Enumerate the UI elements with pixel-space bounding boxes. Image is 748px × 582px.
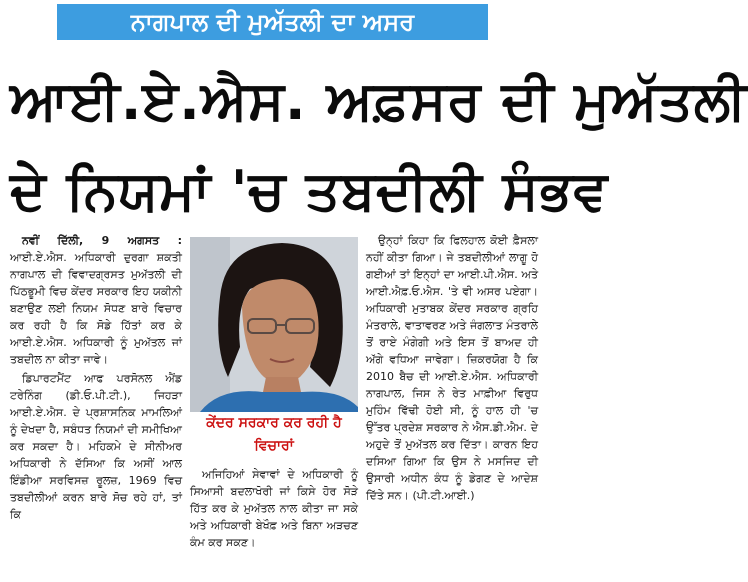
article-paragraph: ਆਈ.ਏ.ਐਸ. ਅਧਿਕਾਰੀ ਦੁਰਗਾ ਸ਼ਕਤੀ ਨਾਗਪਾਲ ਦੀ ਵਿਵਾਦਗ੍ਰਸਤ ਮੁਅੱਤਲੀ ਦੀ ਪਿੱਠਭੂਮੀ ਵਿਚ ਕੇਂਦਰ ਸਰਕਾਰ ਇਹ ਯਕੀਨੀ ਬਣਾਉਣ ਲਈ ਨਿਯਮ ਸੋਧਣ ਬਾਰੇ ਵਿਚਾਰ ਕਰ ਰਹੀ ਹੈ ਕਿ ਸੋਡੇ ਹਿੱਤਾਂ ਕਰ ਕੇ ਆਈ.ਏ.ਐਸ. ਅਧਿਕਾਰੀ ਨੂੰ ਮੁਅੱਤਲ ਜਾਂ ਤਬਦੀਲ ਨਾ ਕੀਤਾ ਜਾਵੇ। (10, 251, 182, 366)
article-paragraph: ਡਿਪਾਰਟਮੈਂਟ ਆਫ ਪਰਸੋਨਲ ਐਂਡ ਟਰੇਨਿੰਗ (ਡੀ.ਓ.ਪੀ.ਟੀ.), ਜਿਹੜਾ ਆਈ.ਏ.ਐਸ. ਦੇ ਪ੍ਰਸ਼ਾਸਨਿਕ ਮਾਮਲਿਆਂ ਨੂੰ ਦੇਖਦਾ ਹੈ, ਸਬੰਧਤ ਨਿਯਮਾਂ ਦੀ ਸਮੀਖਿਆ ਕਰ ਸਕਦਾ ਹੈ। ਮਹਿਕਮੇ ਦੇ ਸੀਨੀਅਰ ਅਧਿਕਾਰੀ ਨੇ ਦੱਸਿਆ ਕਿ ਅਸੀਂ ਆਲ ਇੰਡੀਆ ਸਰਵਿਸਜ਼ ਰੂਲਜ਼, 1969 ਵਿਚ ਤਬਦੀਲੀਆਂ ਕਰਨ ਬਾਰੇ ਸੋਚ ਰਹੇ ਹਾਂ, ਤਾਂ ਕਿ (10, 372, 182, 521)
kicker-banner: ਨਾਗਪਾਲ ਦੀ ਮੁਅੱਤਲੀ ਦਾ ਅਸਰ (57, 4, 488, 40)
article-column-left (10, 232, 182, 577)
article-column-right (366, 232, 538, 577)
article-column-middle (190, 466, 358, 576)
portrait-photo (190, 237, 358, 412)
article-paragraph: ਅਜਿਹਿਆਂ ਸੇਵਾਵਾਂ ਦੇ ਅਧਿਕਾਰੀ ਨੂੰ ਸਿਆਸੀ ਬਦਲਾਖੋਰੀ ਜਾਂ ਕਿਸੇ ਹੋਰ ਸੋੜੇ ਹਿੱਤ ਕਰ ਕੇ ਮੁਅੱਤਲ ਨਾਲ ਕੀਤਾ ਜਾ ਸਕੇ ਅਤੇ ਅਧਿਕਾਰੀ ਬੇਖੌਫ਼ ਅਤੇ ਬਿਨਾ ਅੜਚਣ ਕੰਮ ਕਰ ਸਕਣ। (190, 468, 358, 549)
headline-line-2: ਦੇ ਨਿਯਮਾਂ 'ਚ ਤਬਦੀਲੀ ਸੰਭਵ (10, 159, 609, 222)
article-paragraph: ਉਨ੍ਹਾਂ ਕਿਹਾ ਕਿ ਫਿਲਹਾਲ ਕੋਈ ਫ਼ੈਸਲਾ ਨਹੀਂ ਕੀਤਾ ਗਿਆ। ਜੇ ਤਬਦੀਲੀਆਂ ਲਾਗੂ ਹੋ ਗਈਆਂ ਤਾਂ ਇਨ੍ਹਾਂ ਦਾ ਆਈ.ਪੀ.ਐਸ. ਅਤੇ ਆਈ.ਐਫ਼.ਓ.ਐਸ. 'ਤੇ ਵੀ ਅਸਰ ਪਏਗਾ। ਅਧਿਕਾਰੀ ਮੁਤਾਬਕ ਕੇਂਦਰ ਸਰਕਾਰ ਗ੍ਰਹਿ ਮੰਤਰਾਲੇ, ਵਾਤਾਵਰਣ ਅਤੇ ਜੰਗਲਾਤ ਮੰਤਰਾਲੇ ਤੋਂ ਰਾਏ ਮੰਗੇਗੀ ਅਤੇ ਇਸ ਤੋਂ ਬਾਅਦ ਹੀ ਅੱਗੇ ਵਧਿਆ ਜਾਵੇਗਾ। ਜ਼ਿਕਰਯੋਗ ਹੈ ਕਿ 2010 ਬੈਚ ਦੀ ਆਈ.ਏ.ਐਸ. ਅਧਿਕਾਰੀ ਨਾਗਪਾਲ, ਜਿਸ ਨੇ ਰੇਤ ਮਾਫ਼ੀਆ ਵਿਰੁਧ ਮੁਹਿੰਮ ਵਿੱਢੀ ਹੋਈ ਸੀ, ਨੂੰ ਹਾਲ ਹੀ 'ਚ ਉੱਤਰ ਪ੍ਰਦੇਸ਼ ਸਰਕਾਰ ਨੇ ਐਸ.ਡੀ.ਐਮ. ਦੇ ਅਹੁਦੇ ਤੋਂ ਮੁਅੱਤਲ ਕਰ ਦਿੱਤਾ। ਕਾਰਨ ਇਹ ਦਸਿਆ ਗਿਆ ਕਿ ਉਸ ਨੇ ਮਸਜਿਦ ਦੀ ਉਸਾਰੀ ਅਧੀਨ ਕੰਧ ਨੂੰ ਡੇਗਣ ਦੇ ਆਦੇਸ਼ ਦਿੱਤੇ ਸਨ। (ਪੀ.ਟੀ.ਆਈ.) (366, 234, 538, 502)
photo-caption: ਕੇਂਦਰ ਸਰਕਾਰ ਕਰ ਰਹੀ ਹੈ ਵਿਚਾਰਾਂ (206, 415, 342, 454)
headline-line-1: ਆਈ.ਏ.ਐਸ. ਅਫ਼ਸਰ ਦੀ ਮੁਅੱਤਲੀ (10, 69, 748, 132)
portrait-photo-icon (190, 237, 358, 412)
dateline: ਨਵੀਂ ਦਿੱਲੀ, 9 ਅਗਸਤ : (22, 234, 182, 247)
